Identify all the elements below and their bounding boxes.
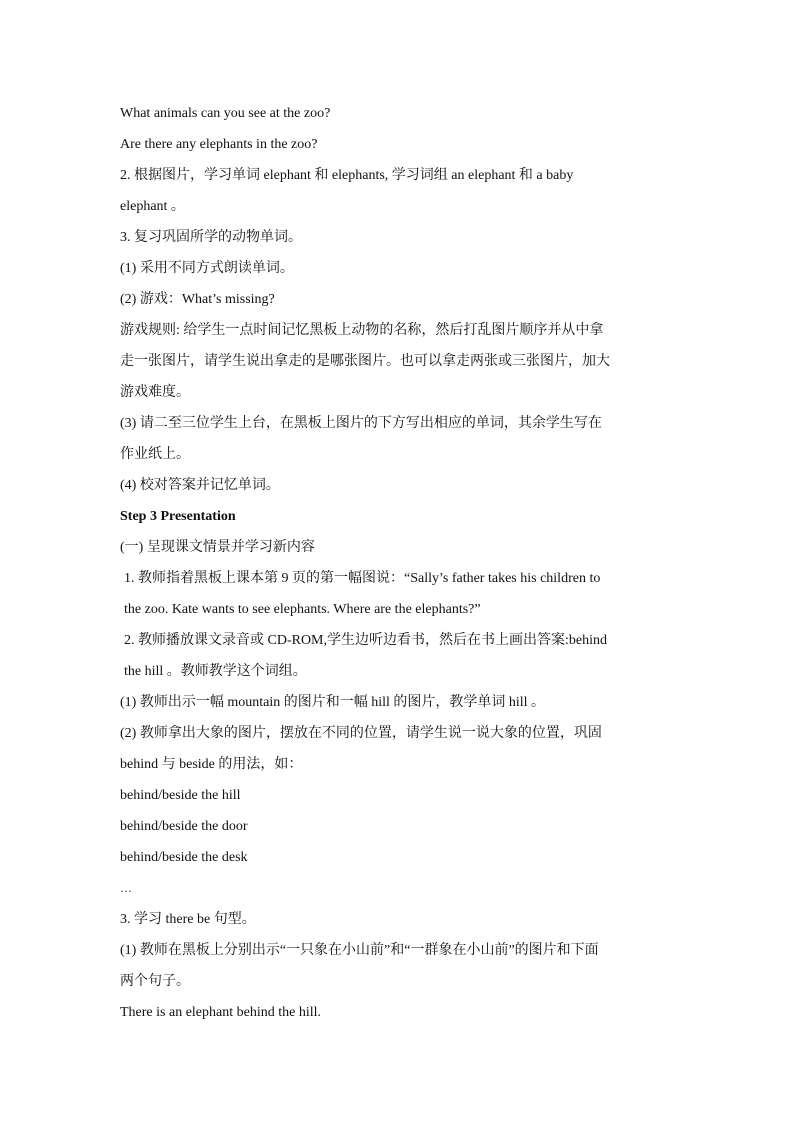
text-line: 游戏难度。 — [120, 385, 190, 400]
text-line: elephant 。 — [120, 199, 185, 214]
document-page — [120, 98, 676, 1028]
text-line: (1) 教师在黑板上分别出示“一只象在小山前”和“一群象在小山前”的图片和下面 — [120, 943, 599, 958]
text-line: (3) 请二至三位学生上台，在黑板上图片的下方写出相应的单词，其余学生写在 — [120, 416, 602, 431]
text-line: (4) 校对答案并记忆单词。 — [120, 478, 280, 493]
text-line: (2) 游戏：What’s missing? — [120, 292, 275, 307]
text-line: 作业纸上。 — [120, 447, 190, 462]
text-line: 走一张图片，请学生说出拿走的是哪张图片。也可以拿走两张或三张图片，加大 — [120, 354, 610, 369]
text-line: Are there any elephants in the zoo? — [120, 137, 318, 152]
text-line: 3. 学习 there be 句型。 — [120, 912, 256, 927]
text-line: the hill 。教师教学这个词组。 — [124, 664, 307, 679]
text-line: 2. 根据图片，学习单词 elephant 和 elephants, 学习词组 an elephant 和 a baby — [120, 168, 574, 183]
text-line: What animals can you see at the zoo? — [120, 106, 331, 121]
text-line: (一) 呈现课文情景并学习新内容 — [120, 540, 315, 555]
text-line: (1) 采用不同方式朗读单词。 — [120, 261, 294, 276]
text-line: … — [120, 881, 133, 895]
text-line: There is an elephant behind the hill. — [120, 1005, 321, 1020]
text-line: behind/beside the door — [120, 819, 248, 834]
text-line: (2) 教师拿出大象的图片，摆放在不同的位置，请学生说一说大象的位置，巩固 — [120, 726, 602, 741]
text-line: behind/beside the desk — [120, 850, 248, 865]
text-line: behind 与 beside 的用法，如： — [120, 757, 303, 772]
text-line: (1) 教师出示一幅 mountain 的图片和一幅 hill 的图片，教学单词 hill 。 — [120, 695, 546, 710]
text-line: 2. 教师播放课文录音或 CD-ROM,学生边听边看书，然后在书上画出答案:behind — [124, 633, 607, 648]
text-line: 1. 教师指着黑板上课本第 9 页的第一幅图说：“Sally’s father takes his children to — [124, 571, 601, 586]
section-heading: Step 3 Presentation — [120, 509, 236, 524]
text-line: the zoo. Kate wants to see elephants. Where are the elephants?” — [124, 602, 481, 617]
text-line: 两个句子。 — [120, 974, 190, 989]
text-line: behind/beside the hill — [120, 788, 241, 803]
text-line: 游戏规则: 给学生一点时间记忆黑板上动物的名称，然后打乱图片顺序并从中拿 — [120, 323, 604, 338]
text-line: 3. 复习巩固所学的动物单词。 — [120, 230, 302, 245]
